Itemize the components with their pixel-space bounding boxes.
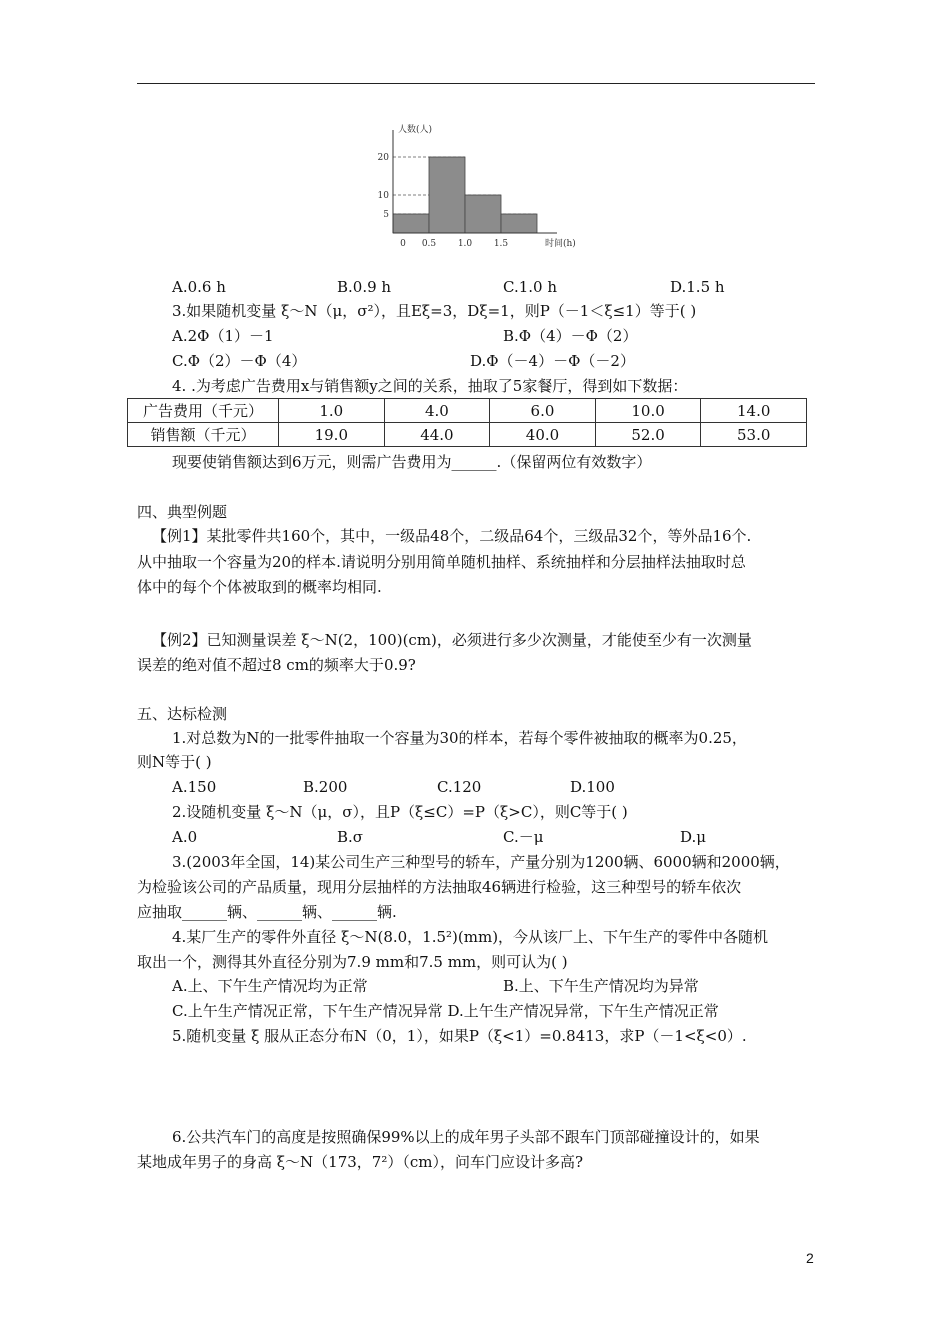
histogram-bar xyxy=(465,195,501,233)
y-tick-label: 5 xyxy=(383,210,389,220)
q2-option-c: C.1.0 h xyxy=(503,278,557,296)
q3-option-c: C.Φ（2）－Φ（4） xyxy=(172,352,307,370)
problem1-option-b: B.200 xyxy=(303,778,348,796)
q3-option-a: A.2Φ（1）－1 xyxy=(172,327,274,345)
table-cell: 53.0 xyxy=(701,423,807,447)
table-cell: 44.0 xyxy=(384,423,490,447)
problem4-line2: 取出一个，测得其外直径分别为7.9 mm和7.5 mm，则可认为( ) xyxy=(137,953,568,971)
problem3-line2: 为检验该公司的产品质量，现用分层抽样的方法抽取46辆进行检验，这三种型号的轿车依次 xyxy=(137,878,742,896)
problem4-option-b: B.上、下午生产情况均为异常 xyxy=(503,977,699,995)
histogram-bar xyxy=(393,214,429,233)
problem1-line1: 1.对总数为N的一批零件抽取一个容量为30的样本，若每个零件被抽取的概率为0.25， xyxy=(172,729,747,747)
table-cell: 10.0 xyxy=(595,399,701,423)
x-tick-label: 1.5 xyxy=(493,239,509,249)
q3-option-b: B.Φ（4）－Φ（2） xyxy=(503,327,638,345)
section4-title: 四、典型例题 xyxy=(137,503,228,521)
y-tick-label: 20 xyxy=(377,153,389,163)
page-number: 2 xyxy=(806,1250,814,1266)
q2-option-b: B.0.9 h xyxy=(337,278,392,296)
ad-sales-table xyxy=(127,398,807,447)
example2-line1: 【例2】已知测量误差 ξ～N(2，100)(cm)，必须进行多少次测量，才能使至少有一次测量 xyxy=(152,631,752,649)
header-rule xyxy=(137,83,815,84)
problem1-line2: 则N等于( ) xyxy=(137,753,212,771)
problem1-option-d: D.100 xyxy=(570,778,615,796)
problem1-option-c: C.120 xyxy=(437,778,482,796)
problem3-line3: 应抽取______辆、______辆、______辆. xyxy=(137,903,397,921)
problem6-line1: 6.公共汽车门的高度是按照确保99%以上的成年男子头部不跟车门顶部碰撞设计的，如果 xyxy=(172,1128,760,1146)
problem3-line1: 3.(2003年全国，14)某公司生产三种型号的轿车，产量分别为1200辆、6000辆和2000辆， xyxy=(172,853,790,871)
histogram-bar xyxy=(429,157,465,233)
q3-option-d: D.Φ（－4）－Φ（－2） xyxy=(470,352,635,370)
x-axis-title: 时间(h) xyxy=(545,239,576,249)
table-cell: 1.0 xyxy=(279,399,385,423)
problem1-option-a: A.150 xyxy=(172,778,217,796)
table-row xyxy=(128,423,807,447)
problem2-option-d: D.μ xyxy=(680,828,707,846)
q2-option-d: D.1.5 h xyxy=(670,278,725,296)
problem4-line1: 4.某厂生产的零件外直径 ξ～N(8.0，1.5²)(mm)，今从该厂上、下午生产的零件中各随机 xyxy=(172,928,769,946)
table-cell: 14.0 xyxy=(701,399,807,423)
problem2-option-c: C.－μ xyxy=(503,828,544,846)
table-cell: 52.0 xyxy=(595,423,701,447)
table-cell: 4.0 xyxy=(384,399,490,423)
x-tick-label: 1.0 xyxy=(457,239,473,249)
table-cell: 40.0 xyxy=(490,423,596,447)
table-cell: 19.0 xyxy=(279,423,385,447)
q2-option-a: A.0.6 h xyxy=(172,278,226,296)
problem5-stem: 5.随机变量 ξ 服从正态分布N（0，1），如果P（ξ<1）=0.8413，求P（－1<ξ<0）. xyxy=(172,1027,747,1045)
q4-tail: 现要使销售额达到6万元，则需广告费用为______.（保留两位有效数字） xyxy=(172,453,652,471)
y-axis-title: 人数(人) xyxy=(398,125,433,135)
x-tick-label: 0.5 xyxy=(421,239,437,249)
problem2-option-a: A.0 xyxy=(172,828,198,846)
problem4-option-a: A.上、下午生产情况均为正常 xyxy=(172,977,368,995)
q4-stem: 4. .为考虑广告费用x与销售额y之间的关系，抽取了5家餐厅，得到如下数据： xyxy=(172,377,688,395)
problem4-option-cd: C.上午生产情况正常，下午生产情况异常 D.上午生产情况异常，下午生产情况正常 xyxy=(172,1002,719,1020)
problem2-stem: 2.设随机变量 ξ～N（μ，σ），且P（ξ≤C）=P（ξ>C），则C等于( ) xyxy=(172,803,628,821)
example2-line2: 误差的绝对值不超过8 cm的频率大于0.9? xyxy=(137,656,416,674)
table-row xyxy=(128,399,807,423)
table-cell: 6.0 xyxy=(490,399,596,423)
histogram-bar xyxy=(501,214,537,233)
y-tick-label: 10 xyxy=(377,191,389,201)
problem2-option-b: B.σ xyxy=(337,828,364,846)
x-tick-label: 0 xyxy=(400,239,406,249)
problem6-line2: 某地成年男子的身高 ξ～N（173，7²）（cm），问车门应设计多高? xyxy=(137,1153,584,1171)
table-row-label: 销售额（千元） xyxy=(128,423,279,447)
example1-line1: 【例1】某批零件共160个，其中，一级品48个，二级品64个，三级品32个，等外品16个. xyxy=(152,527,752,545)
table-row-label: 广告费用（千元） xyxy=(128,399,279,423)
example1-line2: 从中抽取一个容量为20的样本.请说明分别用简单随机抽样、系统抽样和分层抽样法抽取时总 xyxy=(137,553,746,571)
example1-line3: 体中的每个个体被取到的概率均相同. xyxy=(137,578,382,596)
histogram-chart xyxy=(360,118,600,258)
q3-stem: 3.如果随机变量 ξ～N（μ，σ²），且Eξ=3，Dξ=1，则P（－1＜ξ≤1）等于( ) xyxy=(172,302,697,320)
section5-title: 五、达标检测 xyxy=(137,705,228,723)
